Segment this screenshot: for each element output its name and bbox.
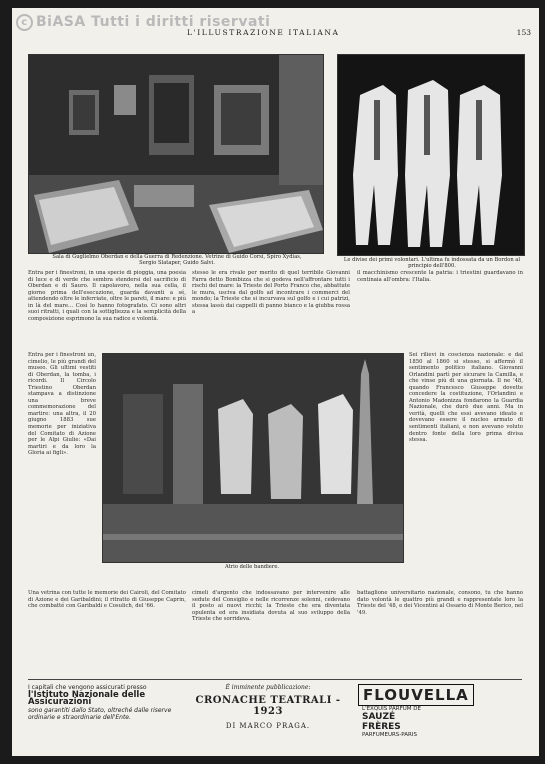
ad-perfume <box>358 684 522 744</box>
ad-publication-title: CRONACHE TEATRALI - 1923 <box>195 695 341 717</box>
advertisement-strip <box>28 679 522 748</box>
photo-oberdan-room <box>28 54 324 254</box>
magazine-page <box>12 8 539 756</box>
copyright-icon: c <box>16 14 33 31</box>
caption-top-right: Le divise dei primi volontari. L'ultima fu indossata da un Bordon al principio dell'800. <box>343 257 521 270</box>
text-column-3-top: il macchinismo crescente la patria: i triestini guardavano in centinaia all'ombra: l'Italia. <box>357 270 523 283</box>
ad-insurance <box>28 684 178 744</box>
text-column-2-top: stesso le era rivale per merito di quel terribile Giovanni Farra detto Bombizza che si godeva nell'affrontare tutti i rischi del mare: la Trieste del Porto Franco che, abbattute le mura, usciva dal golfo ad incontrare i commerci del mondo; la Trieste che si incurvava sul golfo e i cui patrizi, stessa lassù dai cappelli di panno bianco e la giubba rossa a <box>192 270 350 316</box>
photo-flags-atrium <box>102 353 404 563</box>
ad-perfume-text <box>362 706 432 738</box>
ad-publication-line1: È imminente pubblicazione: <box>225 684 311 691</box>
photo-uniforms <box>337 54 525 256</box>
text-column-1-bottom: Una vetrina con tutte le memorie dei Cairoli, del Comitato di Azione e dei Garibaldini; il ritratto di Giuseppe Caprin, che combatté con Garibaldi e Cosulich, del '66. <box>28 590 186 610</box>
ad-insurance-line2: sono garantiti dallo Stato, oltreché dalle riserve ordinarie e straordinarie dell'Ente. <box>28 706 172 721</box>
ad-perfume-city: PARFUMEURS-PARIS <box>362 732 417 738</box>
caption-middle: Atrio delle bandiere. <box>224 564 280 570</box>
text-column-1-mid: Entra per i finestroni un, cimelio, le più grandi del museo. Gli ultimi vestiti di Oberdan, la tomba, i ricordi. Il Circolo Triestino Oberdan stampava a distinzione una breve commemorazione del martire: una altra, il 20 giugno 1883 sue memorie per iniziativa del Comitato di Azione per le Alpi Giulie: «Dai martiri e da loro la Gloria ai figli». <box>28 352 96 457</box>
ad-publication <box>188 684 348 744</box>
page-number: 153 <box>516 28 531 37</box>
watermark-text: BiASA Tutti i diritti riservati <box>36 14 271 30</box>
ad-perfume-line1: L'EXQUIS PARFUM DE <box>362 706 421 712</box>
text-column-3-mid: Sei rilievi in coscienza nazionale: e dal 1850 al 1860 si stesso, si affermò il sentimento politico italiano. Giovanni Orlandini partì per sicurare la Camilla, e che vinse più di una giornata. Il ne '48, quando Francesco Giuseppe dovette concedere la costituzione, l'Orlandini e Antonio Madonizza fondarono la Guardia Nazionale, che durò due anni. Ma in verità, quelli che essi avevano ideato e dovevano essere il nucleo armato di sentimenti italiani, e non avevano voluto dentro fonte della loro prima divisa stessa. <box>409 352 523 444</box>
caption-top-left: Sala di Guglielmo Oberdan e della Guerra di Redenzione. Vetrine di Guido Corsi, Spiro Xydias, Sergio Slataper, Guido Salvi. <box>52 254 302 267</box>
ad-perfume-brand: FLOUVELLA <box>358 684 474 706</box>
ad-insurance-line1: I capitali che vengono assicurati presso <box>28 684 147 691</box>
ad-perfume-house: SAUZÉ FRÈRES <box>362 712 401 732</box>
text-column-2-bottom: cimeli d'argento che indossavano per intervenire alle sedute del Consiglio e nelle ricorrenze solenni, cedevano il posto ai nuovi ricchi; la Trieste che era diventata opulenta ed era insidiata dovuta al suo sviluppo della Trieste che sorrideva. <box>192 590 350 623</box>
text-column-3-bottom: battaglione universitario nazionale, consono, tu che hanno dato volontà le quattro più grandi e rappresentate loro la Trieste del '48, e dei Vicentini al Ossario di Monte Berico, nel '49. <box>357 590 523 616</box>
ad-publication-author: DI MARCO PRAGA. <box>225 722 311 730</box>
ad-insurance-name: l'Istituto Nazionale delle Assicurazioni <box>28 689 146 707</box>
page-header: L'ILLUSTRAZIONE ITALIANA <box>187 28 340 37</box>
text-column-1-top: Entra per i finestroni, in una specie di pioggia, una poesia di luce e di verde che sembra stendersi del sacrificio di Oberdan e di Sauro. Il capolavoro, nella sua cella, il giorno prima dell'esecuzione, guarda davanti a sé, attendendo oltre le inferriate, oltre le pareti, il mare: e più in là del mare... Così lo hanno fotografato. Ci sono altri suoi ritratti, i quali con la sottigliezza e la semplicità della composizione esprimono la sua radice e volontà. <box>28 270 186 322</box>
